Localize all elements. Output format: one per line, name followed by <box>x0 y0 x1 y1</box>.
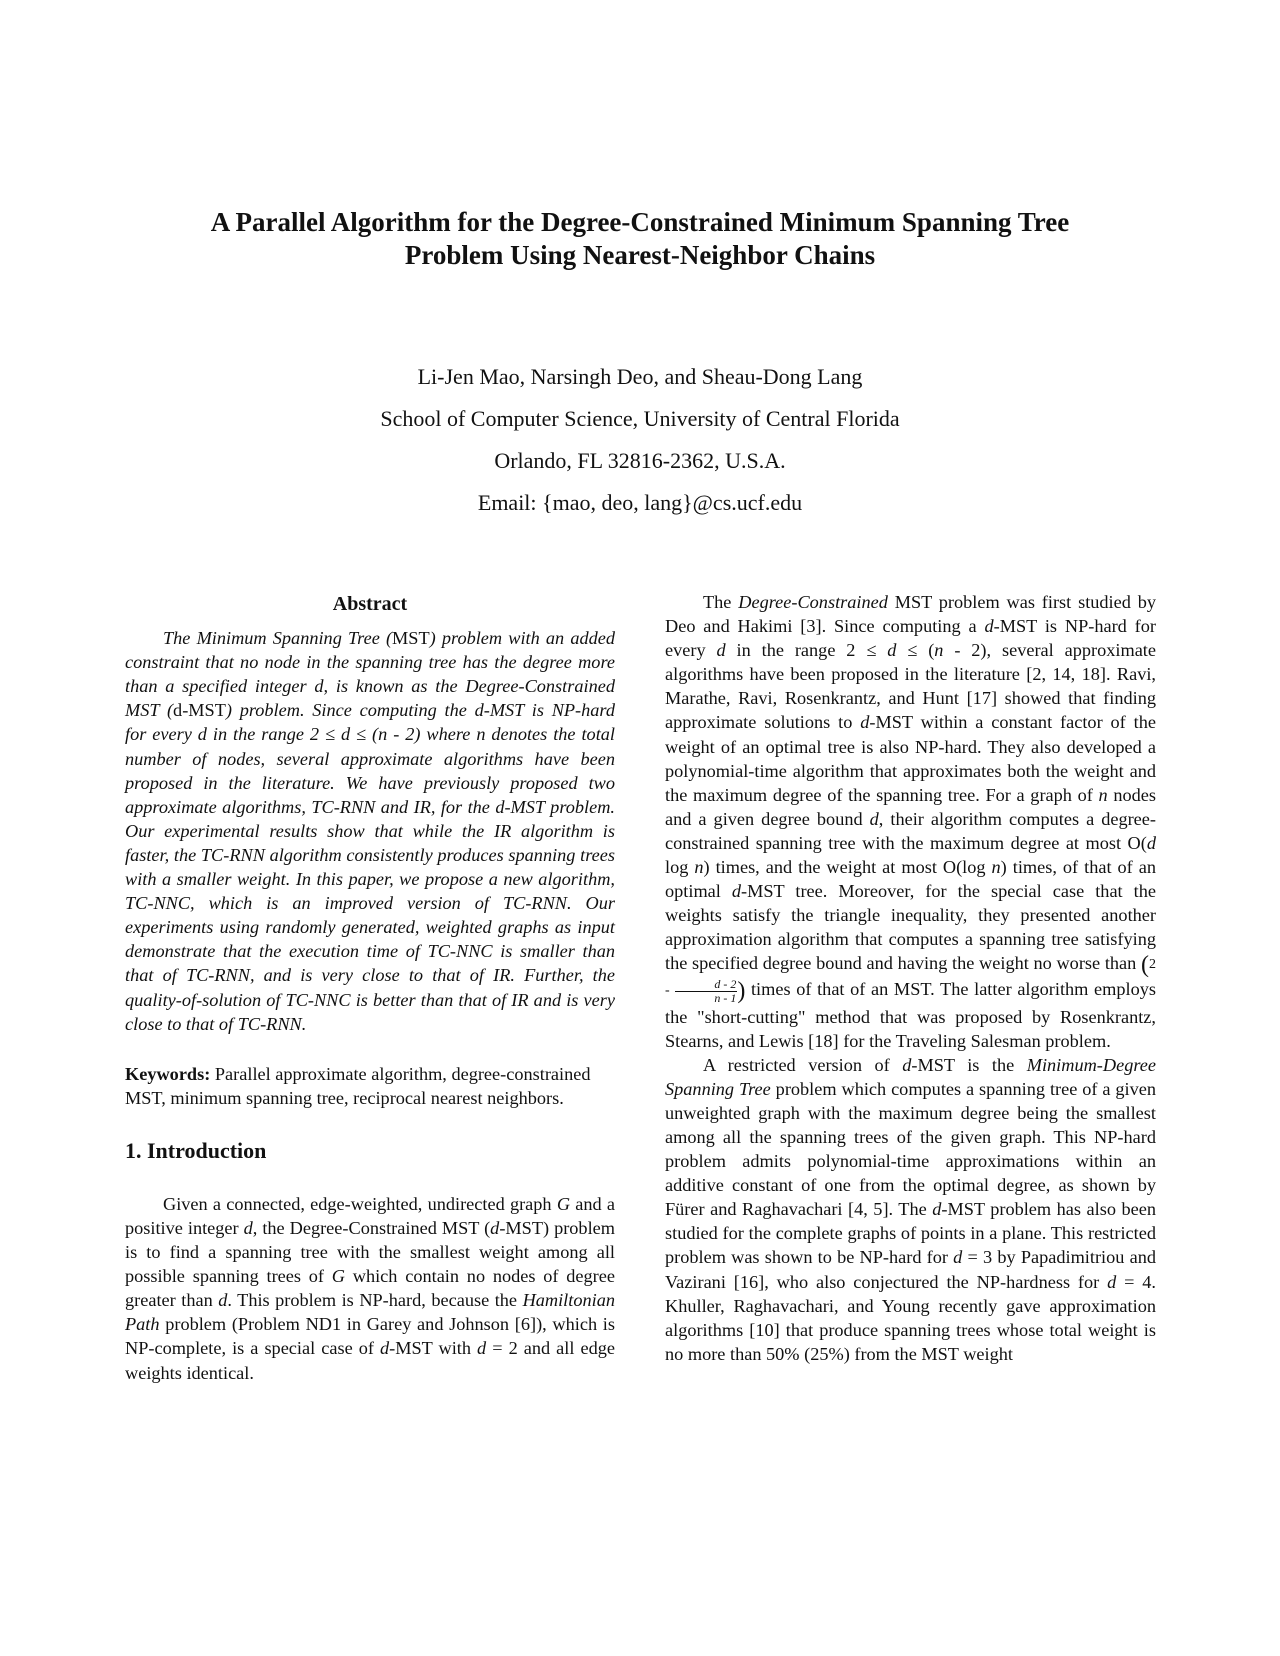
email: Email: {mao, deo, lang}@cs.ucf.edu <box>477 490 803 515</box>
abstract-heading: Abstract <box>332 593 408 615</box>
right-paragraph-2: A restricted version of d-MST is the Minimum-Degree Spanning Tree problem which computes a spanning tree of a given unweighted graph with the maximum degree being the smallest among all the spanning trees of the given graph. This NP-hard problem admits polynomial-time approximations within an additive constant of one from the optimal degree, as shown by Fürer and Raghavachari [4, 5]. The d-MST problem has also been studied for the complete graphs of points in a plane. This restricted problem was shown to be NP-hard for d = 3 by Papadimitriou and Vazirani [16], who also conjectured the NP-hardness for d = 4. Khuller, Raghavachari, and Young recently gave approximation algorithms [10] that produce spanning trees whose total weight is no more than 50% (25%) from the MST weight <box>665 1054 1156 1364</box>
left-column <box>125 588 615 1385</box>
intro-paragraph: Given a connected, edge-weighted, undirected graph G and a positive integer d, the Degree-Constrained MST (d-MST) problem is to find a spanning tree with the smallest weight among all possible spanning trees of G which contain no nodes of degree greater than d. This problem is NP-hard, because the Hamiltonian Path problem (Problem ND1 in Garey and Johnson [6]), which is NP-complete, is a special case of d-MST with d = 2 and all edge weights identical. <box>125 1193 615 1383</box>
keywords-text: Parallel approximate algorithm, degree-constrained MST, minimum spanning tree, reciprocal nearest neighbors. <box>125 1063 591 1108</box>
address: Orlando, FL 32816-2362, U.S.A. <box>494 448 786 473</box>
author-block <box>100 356 1180 524</box>
formula-factor: (2 - $\frac{d - 2}{n - 1}$ ) <box>665 952 1156 1005</box>
keywords <box>125 1062 615 1110</box>
formula-fraction: $\frac{d - 2}{n - 1}$ <box>675 978 737 1005</box>
section-heading-introduction: 1. Introduction <box>125 1137 267 1163</box>
title-line-1: A Parallel Algorithm for the Degree-Constrained Minimum Spanning Tree <box>210 207 1070 237</box>
keywords-label: Keywords: <box>125 1063 211 1084</box>
right-column <box>665 590 1156 1366</box>
title-line-2: Problem Using Nearest-Neighbor Chains <box>404 240 876 270</box>
right-paragraph-1: The Degree-Constrained MST problem was first studied by Deo and Hakimi [3]. Since computing a d-MST is NP-hard for every d in the range 2 ≤ d ≤ (n - 2), several approximate algorithms have been proposed in the literature [2, 14, 18]. Ravi, Marathe, Ravi, Rosenkrantz, and Hunt [17] showed that finding approximate solutions to d-MST within a constant factor of the weight of an optimal tree is also NP-hard. They also developed a polynomial-time algorithm that approximates both the weight and the maximum degree of the spanning tree. For a graph of n nodes and a given degree bound d, their algorithm computes a degree-constrained spanning tree with the maximum degree at most O(d log n) times, and the weight at most O(log n) times, of that of an optimal d-MST tree. Moreover, for the special case that the weights satisfy the triangle inequality, they presented another approximation algorithm that computes a spanning tree satisfying the specified degree bound and having the weight no worse than (2 - $\frac{d - 2}{n - 1}$ ) times of that of an MST. The latter algorithm employs the "short-cutting" method that was proposed by Rosenkrantz, Stearns, and Lewis [18] for the Traveling Salesman problem. <box>665 592 1157 1051</box>
authors: Li-Jen Mao, Narsingh Deo, and Sheau-Dong Lang <box>417 364 863 389</box>
affiliation: School of Computer Science, University of Central Florida <box>380 406 900 431</box>
paper-title <box>100 206 1180 272</box>
abstract-text: The Minimum Spanning Tree (MST) problem with an added constraint that no node in the spanning tree has the degree more than a specified integer d, is known as the Degree-Constrained MST (d-MST) problem. Since computing the d-MST is NP-hard for every d in the range 2 ≤ d ≤ (n - 2) where n denotes the total number of nodes, several approximate algorithms have been proposed in the literature. We have previously proposed two approximate algorithms, TC-RNN and IR, for the d-MST problem. Our experimental results show that while the IR algorithm is faster, the TC-RNN algorithm consistently produces spanning trees with a smaller weight. In this paper, we propose a new algorithm, TC-NNC, which is an improved version of TC-RNN. Our experiments using randomly generated, weighted graphs as input demonstrate that the execution time of TC-NNC is smaller than that of TC-RNN, and is very close to that of IR. Further, the quality-of-solution of TC-NNC is better than that of IR and is very close to that of TC-RNN. <box>125 628 616 1034</box>
